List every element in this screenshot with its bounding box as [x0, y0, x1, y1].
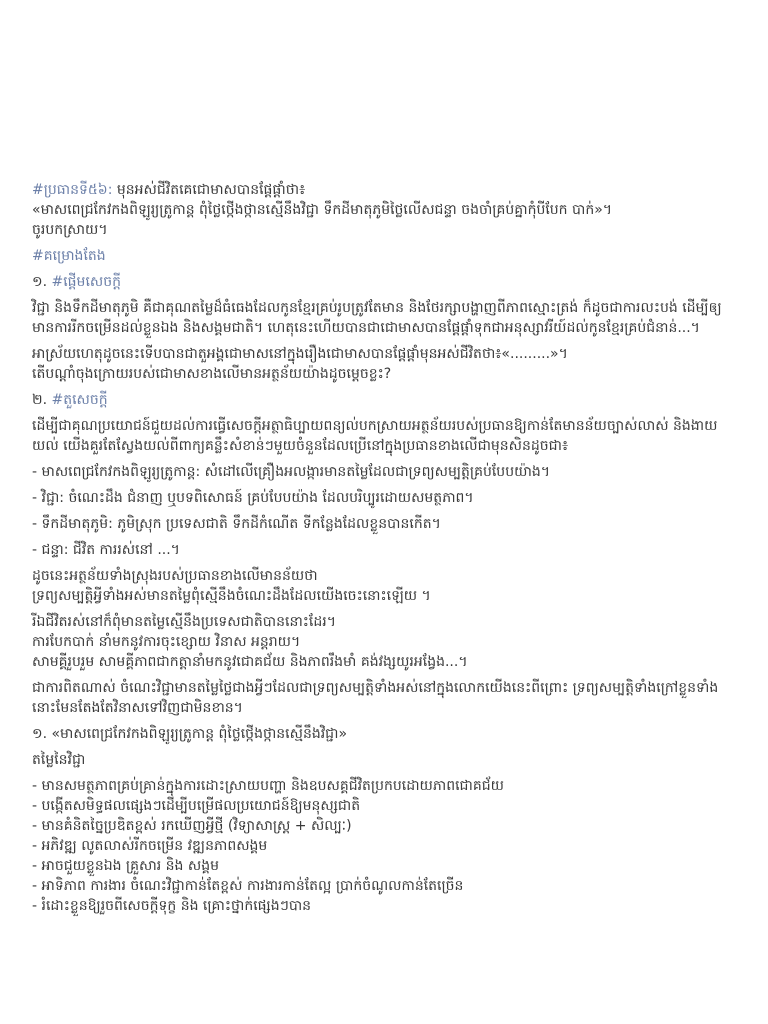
value-item: - អាទិភាព ការងារ ចំណេះវិជ្ជាកាន់តែខ្ពស់ ការងារកាន់តែល្អ ប្រាក់ចំណូលកាន់តែច្រើន [32, 878, 464, 894]
topic-text: មុនអស់ជីវិតគេជោមាសបានផ្ដែផ្តាំថា៖ [112, 182, 306, 198]
topic-hashtag[interactable]: #ប្រធានទី៥៦: [32, 182, 113, 198]
value-item: - អភិវឌ្ឍ លូតលាស់រីកចម្រើន វឌ្ឍនភាពសង្គម [32, 838, 268, 854]
value-item: - មានសមត្ថភាពគ្រប់គ្រាន់ក្នុងការដោះស្រាយបញ្ហា និងឧបសគ្គជីវិតប្រកបដោយភាពជោគជ័យ [32, 778, 504, 794]
intro-heading [32, 272, 732, 292]
body-paragraph: ដើម្បីជាគុណប្រយោជន៍ជួយដល់ការធ្វើសេចក្ដីអត្ថាធិប្បាយពន្យល់បកស្រាយអត្ថន័យរបស់ប្រធានឱ្យកាន់តែមានន័យច្បាស់លាស់ និងងាយយល់ យើងគួរតែស្វែងយល់ពីពាក្យគន្លឹះសំខាន់ៗមួយចំនួនដែលប្រើនៅក្នុងប្រធានខាងលើជាមុនសិនដូចជា៖ [32, 418, 718, 454]
body-hashtag[interactable]: #តួសេចក្ដី [51, 392, 108, 408]
value-item: - រំដោះខ្លួនឱ្យរួចពីសេចក្ដីទុក្ខ និង គ្រោះថ្នាក់ផ្សេងៗបាន [32, 898, 312, 914]
plan-hashtag[interactable]: #គម្រោងតែង [32, 248, 106, 264]
quote-line: «មាសពេជ្រកែវកងពិឡូរ្យត្រូកាន្ត ពុំថ្លៃថ្កើងថ្កានស្មើនឹងវិជ្ជា ទឹកដីមាតុភូមិថ្លៃលើសជន្ទា ចងចាំគ្រប់គ្នាកុំបីបែក បាក់»។ [32, 202, 613, 218]
topic-line [32, 180, 732, 200]
meaning-line: រីឯជីវិតរស់នៅក៏ពុំមានតម្លៃស្មើនឹងប្រទេសជាតិបាននោះដែរ។ [32, 614, 336, 630]
intro-paragraph-2: អាស្រ័យហេតុដូចនេះទើបបានជាតួអង្គជោមាសនៅក្នុងរឿងជោមាសបានផ្ដែផ្ដាំមុនអស់ជីវិតថា៖«.........»។ [32, 346, 568, 362]
body-heading [32, 390, 732, 410]
point-heading: ១. «មាសពេជ្រកែវកងពិឡូរ្យត្រូកាន្ត ពុំថ្លៃថ្កើងថ្កានស្មើនឹងវិជ្ជា» [32, 726, 348, 742]
value-item: - មានគំនិតច្នៃប្រឌិតខ្ពស់ រកឃើញអ្វីថ្មី (វិទ្យាសាស្ត្រ + សិល្បៈ) [32, 818, 352, 834]
instruction-text: ចូរបកស្រាយ។ [32, 222, 108, 238]
meaning-line: សាមគ្គីរួបរួម សាមគ្គីភាពជាកត្តានាំមកនូវជោគជ័យ និងភាពរឹងមាំ គង់វង្សយូរអង្វែង...។ [32, 654, 468, 670]
definition-item: - ទឹកដីមាតុភូមិ: ភូមិស្រុក ប្រទេសជាតិ ទឹកដីកំណើត ទីកន្លែងដែលខ្លួនបានកើត។ [32, 516, 441, 532]
body-number: ២. [32, 392, 52, 408]
meaning-line: ទ្រព្យសម្បត្តិអ្វីទាំងអស់មានតម្លៃពុំស្មើនឹងចំណេះដឹងដែលយើងចេះនោះឡើយ ។ [32, 588, 431, 604]
meaning-line: ការបែកបាក់ នាំមកនូវការចុះខ្សោយ វិនាស អន្តរាយ។ [32, 634, 301, 650]
definition-item: - វិជ្ជា: ចំណេះដឹង ជំនាញ ឬបទពិសោធន៍ គ្រប់បែបយ៉ាង ដែលបរិប្បូរដោយសមត្ថភាព។ [32, 490, 474, 506]
intro-number: ១. [32, 274, 52, 290]
document-body [32, 180, 732, 916]
definition-item: - មាសពេជ្រកែវកងពិឡូរ្យត្រូកាន្ត: សំដៅលើគ្រឿងអលង្ការមានតម្លៃដែលជាទ្រព្យសម្បត្តិគ្រប់បែបយ៉ាង។ [32, 464, 550, 480]
question-text: តើបណ្ដាំចុងក្រោយរបស់ជោមាសខាងលើមានអត្ថន័យយ៉ាងដូចម្ដេចខ្លះ? [32, 366, 392, 382]
definition-item: - ជន្ទា: ជីវិត ការរស់នៅ ...។ [32, 542, 180, 558]
value-heading: តម្លៃនៃវិជ្ជា [32, 752, 86, 768]
value-item: - បង្កើតសមិទ្ធផលផ្សេងៗដើម្បីបម្រើផលប្រយោជន៍ឱ្យមនុស្សជាតិ [32, 798, 361, 814]
analysis-paragraph: ជាការពិតណាស់ ចំណេះវិជ្ជាមានតម្លៃថ្លៃជាងអ្វីៗដែលជាទ្រព្យសម្បត្តិទាំងអស់នៅក្នុងលោកយើងនេះពីព្រោះ ទ្រព្យសម្បត្តិទាំងក្រៅខ្លួនទាំងនោះមែនតែងតែវិនាសទៅវិញជាមិនខាន។ [32, 680, 719, 716]
value-item: - អាចជួយខ្លួនឯង គ្រួសារ និង សង្គម [32, 858, 219, 874]
intro-paragraph: វិជ្ជា និងទឹកដីមាតុភូមិ គឺជាគុណតម្លៃដ៏ធំធេងដែលកូនខ្មែរគ្រប់រូបត្រូវតែមាន និងថែរក្សាបង្ហាញពីភាពស្មោះត្រង់ ក៏ដូចជាការលះបង់ ដើម្បីឲ្យមានការរីកចម្រើនដល់ខ្លួនឯង និងសង្គមជាតិ។ ហេតុនេះហើយបានជាជោមាសបានផ្ដែផ្ដាំទុកជាអនុស្សាវរីយ៍ដល់កូនខ្មែរគ្រប់ជំនាន់...។ [32, 300, 722, 336]
meaning-line: ដូចនេះអត្ថន័យទាំងស្រុងរបស់ប្រធានខាងលើមានន័យថា [32, 568, 318, 584]
intro-hashtag[interactable]: #ផ្ដើមសេចក្ដី [51, 274, 121, 290]
